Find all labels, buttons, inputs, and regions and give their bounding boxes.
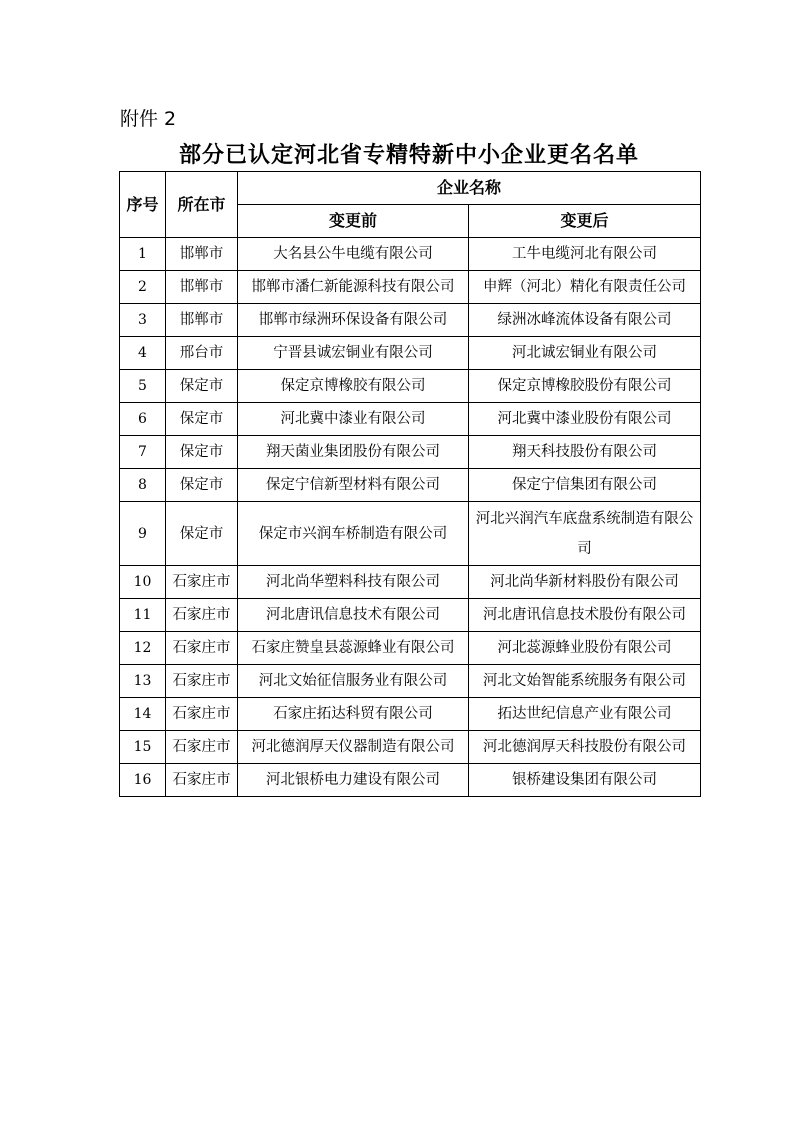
row-index-cell: 6	[120, 403, 166, 436]
row-after-name-cell: 保定宁信集团有限公司	[469, 469, 701, 502]
row-after-name-cell: 河北德润厚天科技股份有限公司	[469, 731, 701, 764]
row-city-cell: 石家庄市	[166, 764, 238, 797]
table-row	[120, 665, 701, 698]
row-before-name-cell: 石家庄赞皇县蕊源蜂业有限公司	[238, 632, 469, 665]
row-before-name-cell: 翔天菌业集团股份有限公司	[238, 436, 469, 469]
row-before-name-cell: 保定市兴润车桥制造有限公司	[238, 502, 469, 566]
row-city-cell: 石家庄市	[166, 665, 238, 698]
table-row	[120, 502, 701, 566]
header-company-name: 企业名称	[238, 172, 701, 205]
row-city-cell: 邯郸市	[166, 304, 238, 337]
row-after-name-cell: 河北诚宏铜业有限公司	[469, 337, 701, 370]
table-row	[120, 436, 701, 469]
table-row	[120, 370, 701, 403]
header-before: 变更前	[238, 205, 469, 238]
row-city-cell: 保定市	[166, 469, 238, 502]
table-row	[120, 632, 701, 665]
row-city-cell: 石家庄市	[166, 599, 238, 632]
table-row	[120, 337, 701, 370]
row-after-name-cell: 河北蕊源蜂业股份有限公司	[469, 632, 701, 665]
row-before-name-cell: 宁晋县诚宏铜业有限公司	[238, 337, 469, 370]
row-city-cell: 邯郸市	[166, 238, 238, 271]
row-before-name-cell: 河北冀中漆业有限公司	[238, 403, 469, 436]
row-index-cell: 16	[120, 764, 166, 797]
row-before-name-cell: 河北文始征信服务业有限公司	[238, 665, 469, 698]
row-index-cell: 2	[120, 271, 166, 304]
table-row	[120, 271, 701, 304]
row-before-name-cell: 保定京博橡胶有限公司	[238, 370, 469, 403]
row-after-name-cell: 河北唐讯信息技术股份有限公司	[469, 599, 701, 632]
table-row	[120, 698, 701, 731]
table-row	[120, 469, 701, 502]
row-after-name-cell: 绿洲冰峰流体设备有限公司	[469, 304, 701, 337]
row-before-name-cell: 河北尚华塑料科技有限公司	[238, 566, 469, 599]
attachment-label: 附件 2	[120, 108, 177, 130]
table-row	[120, 238, 701, 271]
row-index-cell: 13	[120, 665, 166, 698]
row-after-name-cell: 翔天科技股份有限公司	[469, 436, 701, 469]
header-index: 序号	[120, 172, 166, 238]
row-index-cell: 3	[120, 304, 166, 337]
row-city-cell: 保定市	[166, 403, 238, 436]
row-after-name-cell: 河北冀中漆业股份有限公司	[469, 403, 701, 436]
row-after-name-cell: 保定京博橡胶股份有限公司	[469, 370, 701, 403]
row-index-cell: 4	[120, 337, 166, 370]
row-before-name-cell: 石家庄拓达科贸有限公司	[238, 698, 469, 731]
table-row	[120, 599, 701, 632]
row-index-cell: 15	[120, 731, 166, 764]
row-city-cell: 石家庄市	[166, 632, 238, 665]
table-row	[120, 403, 701, 436]
row-index-cell: 11	[120, 599, 166, 632]
row-index-cell: 10	[120, 566, 166, 599]
row-city-cell: 石家庄市	[166, 698, 238, 731]
row-index-cell: 1	[120, 238, 166, 271]
row-before-name-cell: 河北德润厚天仪器制造有限公司	[238, 731, 469, 764]
row-after-name-cell: 河北文始智能系统服务有限公司	[469, 665, 701, 698]
row-city-cell: 保定市	[166, 370, 238, 403]
row-before-name-cell: 大名县公牛电缆有限公司	[238, 238, 469, 271]
row-index-cell: 9	[120, 502, 166, 566]
table-row	[120, 566, 701, 599]
row-after-name-cell: 工牛电缆河北有限公司	[469, 238, 701, 271]
row-city-cell: 保定市	[166, 436, 238, 469]
row-before-name-cell: 保定宁信新型材料有限公司	[238, 469, 469, 502]
row-after-name-cell: 河北尚华新材料股份有限公司	[469, 566, 701, 599]
header-city: 所在市	[166, 172, 238, 238]
row-before-name-cell: 邯郸市绿洲环保设备有限公司	[238, 304, 469, 337]
row-after-name-cell: 银桥建设集团有限公司	[469, 764, 701, 797]
row-city-cell: 保定市	[166, 502, 238, 566]
row-city-cell: 邢台市	[166, 337, 238, 370]
row-before-name-cell: 邯郸市潘仁新能源科技有限公司	[238, 271, 469, 304]
row-index-cell: 12	[120, 632, 166, 665]
rename-table	[119, 171, 701, 797]
table-row	[120, 764, 701, 797]
row-after-name-cell: 河北兴润汽车底盘系统制造有限公司	[469, 502, 701, 566]
row-index-cell: 7	[120, 436, 166, 469]
header-after: 变更后	[469, 205, 701, 238]
row-city-cell: 邯郸市	[166, 271, 238, 304]
row-index-cell: 5	[120, 370, 166, 403]
row-city-cell: 石家庄市	[166, 566, 238, 599]
row-city-cell: 石家庄市	[166, 731, 238, 764]
document-title: 部分已认定河北省专精特新中小企业更名名单	[178, 143, 639, 168]
table-row	[120, 304, 701, 337]
table-body	[120, 238, 701, 797]
row-before-name-cell: 河北银桥电力建设有限公司	[238, 764, 469, 797]
row-index-cell: 14	[120, 698, 166, 731]
row-after-name-cell: 申辉（河北）精化有限责任公司	[469, 271, 701, 304]
table-row	[120, 731, 701, 764]
row-index-cell: 8	[120, 469, 166, 502]
row-after-name-cell: 拓达世纪信息产业有限公司	[469, 698, 701, 731]
row-before-name-cell: 河北唐讯信息技术有限公司	[238, 599, 469, 632]
